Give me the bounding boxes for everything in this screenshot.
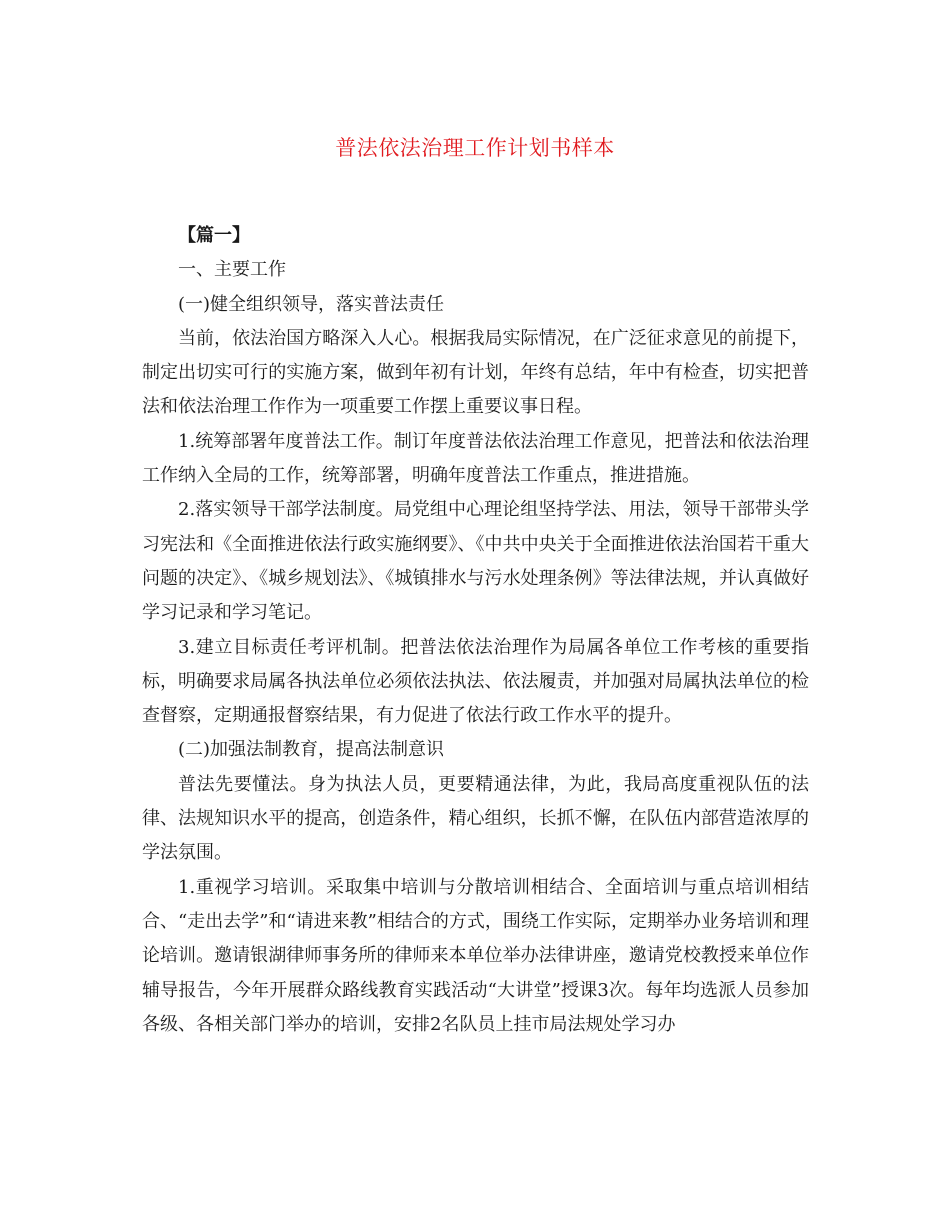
section-label: 【篇一】 [178,225,250,246]
section-heading: 一、主要工作 [178,259,286,281]
subsection-heading: (一)健全组织领导，落实普法责任 [178,293,445,315]
paragraph: 2.落实领导干部学法制度。局党组中心理论组坚持学法、用法，领导干部带头学习宪法和《全面推进依法行政实施纲要》、《中共中央关于全面推进依法治国若干重大问题的决定》、《城乡规划法》、《城镇排水与污水处理条例》等法律法规，并认真做好学习记录和学习笔记。 [142,499,809,624]
paragraph: 3.建立目标责任考评机制。把普法依法治理作为局属各单位工作考核的重要指标，明确要求局属各执法单位必须依法执法、依法履责，并加强对局属执法单位的检查督察，定期通报督察结果，有力促进了依法行政工作水平的提升。 [142,636,809,727]
document-body [142,219,809,1042]
subsection-heading: (二)加强法制教育，提高法制意识 [178,739,445,761]
paragraph: 1.统筹部署年度普法工作。制订年度普法依法治理工作意见，把普法和依法治理工作纳入全局的工作，统筹部署，明确年度普法工作重点，推进措施。 [142,430,809,487]
paragraph: 普法先要懂法。身为执法人员，更要精通法律，为此，我局高度重视队伍的法律、法规知识水平的提高，创造条件，精心组织，长抓不懈，在队伍内部营造浓厚的学法氛围。 [142,773,809,864]
paragraph: 当前，依法治国方略深入人心。根据我局实际情况，在广泛征求意见的前提下，制定出切实可行的实施方案，做到年初有计划，年终有总结，年中有检查，切实把普法和依法治理工作作为一项重要工作摆上重要议事日程。 [142,327,809,418]
document-title: 普法依法治理工作计划书样本 [335,136,615,160]
paragraph: 1.重视学习培训。采取集中培训与分散培训相结合、全面培训与重点培训相结合、“走出去学”和“请进来教”相结合的方式，围绕工作实际，定期举办业务培训和理论培训。邀请银湖律师事务所的律师来本单位举办法律讲座，邀请党校教授来单位作辅导报告，今年开展群众路线教育实践活动“大讲堂”授课3次。每年均选派人员参加各级、各相关部门举办的培训，安排2名队员上挂市局法规处学习办 [142,876,809,1035]
